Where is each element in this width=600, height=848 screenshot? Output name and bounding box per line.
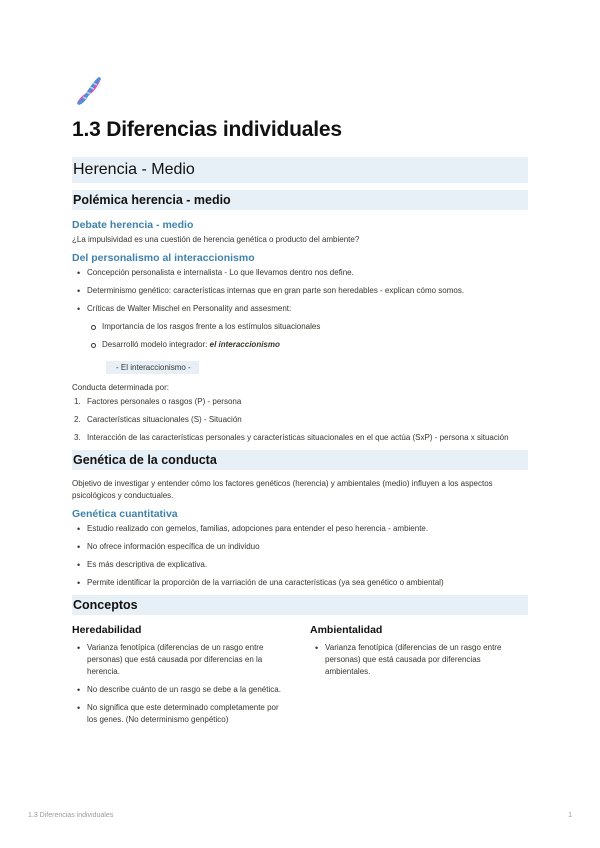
conducta-list — [72, 396, 528, 444]
heading-conceptos: Conceptos — [72, 595, 528, 615]
list-item: • No describe cuánto de un rasgo se debe a la genética. — [72, 684, 290, 696]
list-item: • Varianza fenotípica (diferencias de un rasgo entre personas) que está causada por diferencias en la herencia. — [72, 642, 290, 678]
heading-herencia-medio: Herencia - Medio — [72, 157, 528, 183]
list-item: • No ofrece información específica de un individuo — [72, 541, 528, 553]
sub-list-item: Desarrolló modelo integrador: el interaccionismo — [87, 339, 528, 351]
heading-genetica-cuantitativa: Genética cuantitativa — [72, 508, 178, 520]
list-item: • No significa que este determinado completamente por los genes. (No determinismo genpético) — [72, 702, 290, 726]
list-item: • Concepción personalista e internalista - Lo que llevamos dentro nos define. — [72, 267, 528, 279]
genetica-text: Objetivo de investigar y entender cómo los factores genéticos (herencia) y ambientales (medio) influyen a los aspectos psicológicos y conductuales. — [72, 479, 493, 500]
heading-debate: Debate herencia - medio — [72, 219, 194, 231]
list-item: • Estudio realizado con gemelos, familias, adopciones para entender el peso herencia - ambiente. — [72, 523, 528, 535]
conceptos-columns — [72, 623, 528, 732]
list-item: • Determinismo genético: características internas que en gran parte son heredables - explican cómo somos. — [72, 285, 528, 297]
toggle-interaccionismo[interactable]: - El interaccionismo - — [106, 361, 199, 374]
heading-ambientalidad: Ambientalidad — [310, 624, 383, 636]
list-item: • Permite identificar la proporción de la varriación de una características (ya sea genético o ambiental) — [72, 577, 528, 589]
list-item: • Críticas de Walter Mischel en Personality and assesment: Importancia de los rasgos frente a los estímulos situacionales Desarrolló modelo integrador: el interaccionismo — [72, 303, 528, 351]
list-item: 1. Factores personales o rasgos (P) - persona — [74, 397, 242, 406]
debate-text: ¿La impulsividad es una cuestión de herencia genética o producto del ambiente? — [72, 235, 360, 244]
heading-genetica: Genética de la conducta — [72, 450, 528, 470]
list-item: 3. Interacción de las características personales y características situacionales en el que actúa (SxP) - persona x situación — [74, 433, 509, 442]
column-ambientalidad — [310, 623, 528, 732]
column-heredabilidad — [72, 623, 290, 732]
sub-list — [87, 321, 528, 351]
heading-heredabilidad: Heredabilidad — [72, 624, 142, 636]
list-item: • Es más descriptiva de explicativa. — [72, 559, 528, 571]
page-title: 1.3 Diferencias individuales — [72, 118, 342, 141]
page-footer — [28, 812, 572, 819]
heading-polemica: Polémica herencia - medio — [72, 190, 528, 210]
page-number: 1 — [568, 812, 572, 819]
list-item: • Varianza fenotípica (diferencias de un rasgo entre personas) que está causada por diferencias ambientales. — [310, 642, 528, 678]
dna-icon — [72, 74, 106, 108]
heredabilidad-list — [72, 642, 290, 726]
genetica-list — [72, 523, 528, 589]
personalismo-list — [72, 267, 528, 351]
sub-list-item: Importancia de los rasgos frente a los estímulos situacionales — [87, 321, 528, 333]
list-item: 2. Características situacionales (S) - Situación — [74, 415, 242, 424]
footer-title: 1.3 Diferencias individuales — [28, 812, 114, 819]
heading-personalismo: Del personalismo al interaccionismo — [72, 252, 255, 264]
ambientalidad-list — [310, 642, 528, 678]
emphasis-interaccionismo: el interaccionismo — [209, 340, 280, 349]
conducta-label: Conducta determinada por: — [72, 383, 169, 392]
document-page — [72, 74, 528, 732]
